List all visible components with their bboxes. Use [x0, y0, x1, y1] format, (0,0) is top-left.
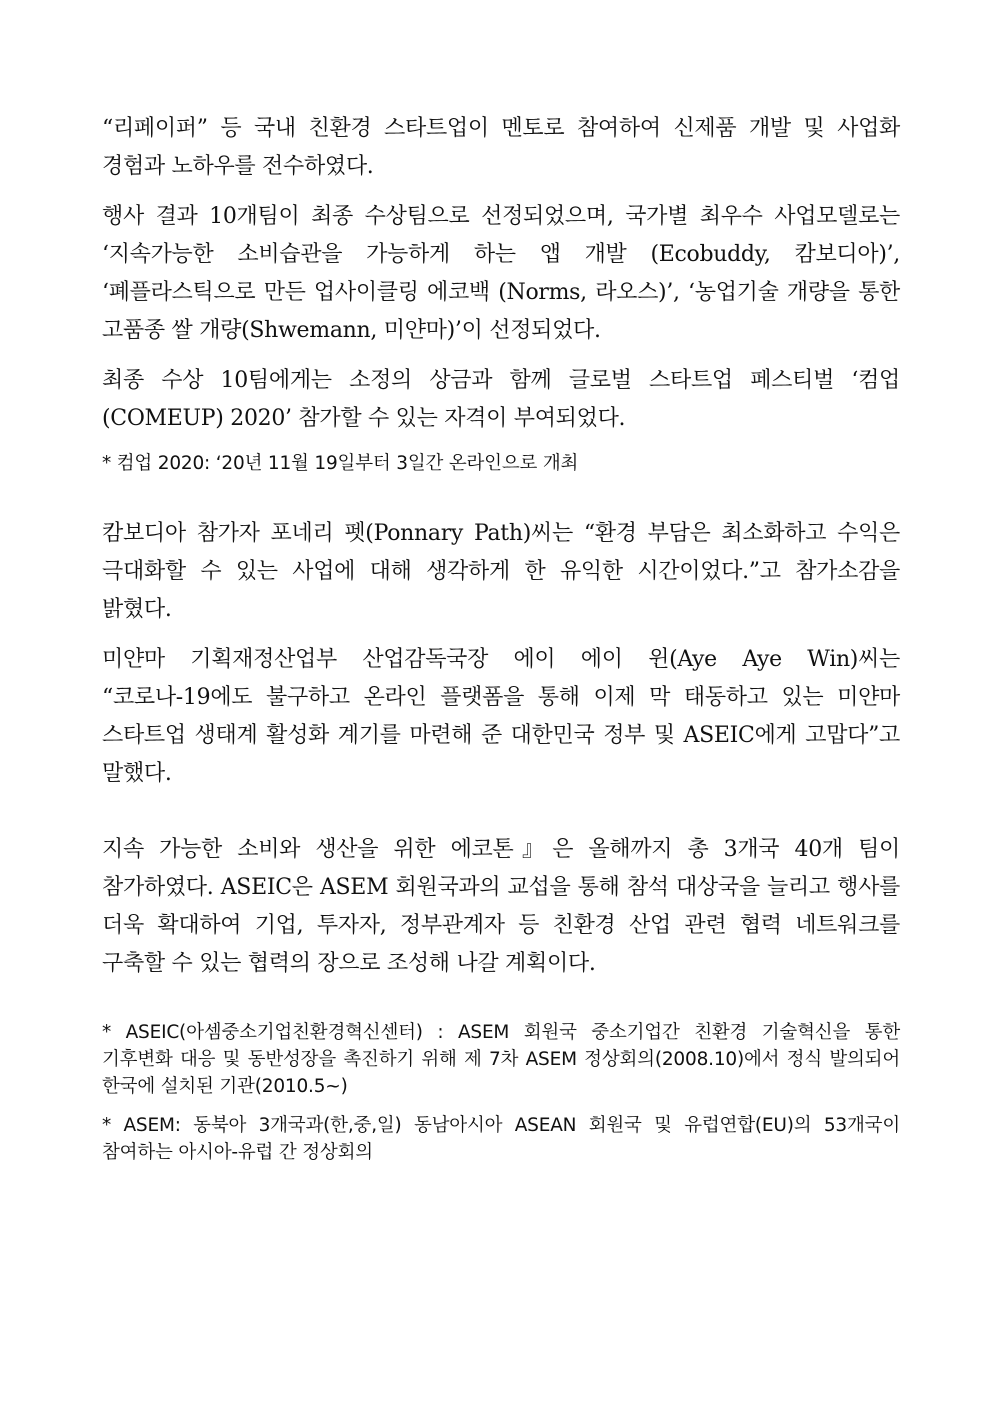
- asem-footnote: * ASEM: 동북아 3개국과(한,중,일) 동남아시아 ASEAN 회원국 및 유럽연합(EU)의 53개국이 참여하는 아시아-유럽 간 정상회의: [102, 1115, 900, 1163]
- myanmar-official-quote: 미얀마 기획재정산업부 산업감독국장 에이 에이 윈(Aye Aye Win)씨는 “코로나-19에도 불구하고 온라인 플랫폼을 통해 이제 막 태동하고 있는 미얀마 스타트업 생태계 활성화 계기를 마련해 준 대한민국 정부 및 ASEIC에게 고맙다”고 말했다.: [102, 647, 900, 786]
- prize-paragraph: 최종 수상 10팀에게는 소정의 상금과 함께 글로벌 스타트업 페스티벌 ‘컴업(COMEUP) 2020’ 참가할 수 있는 자격이 부여되었다.: [102, 368, 900, 431]
- document-page: [102, 110, 900, 1166]
- aseic-footnote: * ASEIC(아셈중소기업친환경혁신센터) : ASEM 회원국 중소기업간 친환경 기술혁신을 통한 기후변화 대응 및 동반성장을 촉진하기 위해 제 7차 ASEM 정상회의(2008.10)에서 정식 발의되어 한국에 설치된 기관(2010.5~): [102, 1022, 900, 1097]
- cambodia-participant-quote: 캄보디아 참가자 포네리 펫(Ponnary Path)씨는 “환경 부담은 최소화하고 수익은 극대화할 수 있는 사업에 대해 생각하게 한 유익한 시간이었다.”고 참가소감을 밝혔다.: [102, 521, 900, 622]
- ecothon-plan-paragraph: 지속 가능한 소비와 생산을 위한 에코톤』은 올해까지 총 3개국 40개 팀이 참가하였다. ASEIC은 ASEM 회원국과의 교섭을 통해 참석 대상국을 늘리고 행사를 더욱 확대하여 기업, 투자자, 정부관계자 등 친환경 산업 관련 협력 네트워크를 구축할 수 있는 협력의 장으로 조성해 나갈 계획이다.: [102, 837, 900, 976]
- award-results-paragraph: 행사 결과 10개팀이 최종 수상팀으로 선정되었으며, 국가별 최우수 사업모델로는 ‘지속가능한 소비습관을 가능하게 하는 앱 개발 (Ecobuddy, 캄보디아)’, ‘폐플라스틱으로 만든 업사이클링 에코백 (Norms, 라오스)’, ‘농업기술 개량을 통한 고품종 쌀 개량(Shwemann, 미얀마)’이 선정되었다.: [102, 204, 900, 343]
- mentor-paragraph: “리페이퍼” 등 국내 친환경 스타트업이 멘토로 참여하여 신제품 개발 및 사업화 경험과 노하우를 전수하였다.: [102, 116, 900, 179]
- comeup-footnote: * 컴업 2020: ‘20년 11월 19일부터 3일간 온라인으로 개최: [102, 453, 579, 474]
